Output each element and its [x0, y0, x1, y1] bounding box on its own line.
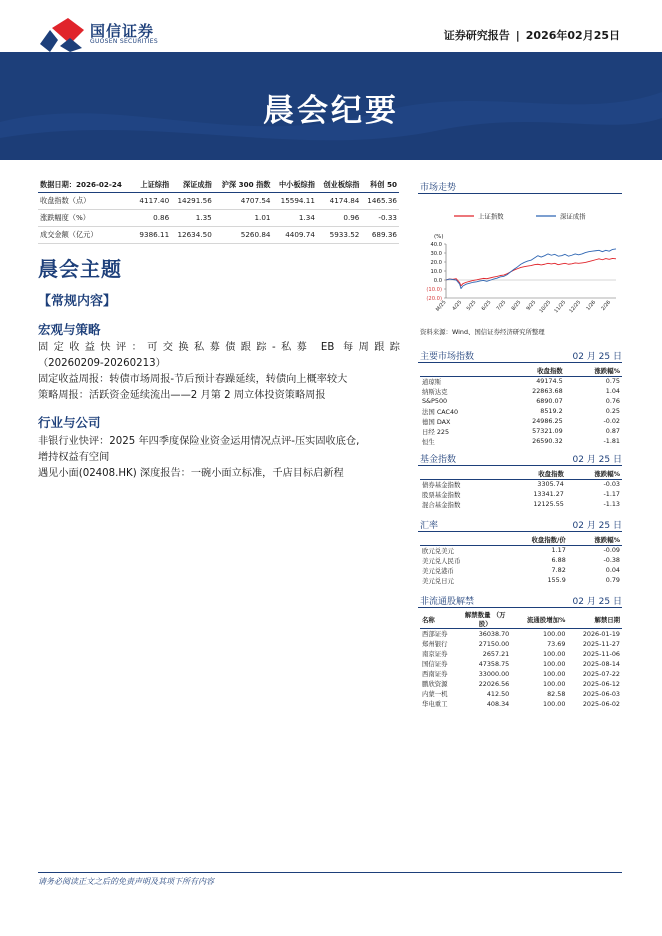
x-tick-label: 2/26	[600, 299, 613, 312]
table-cell: 法国 CAC40	[422, 407, 459, 416]
table-header-cell: 涨跌幅%	[566, 468, 622, 479]
fx-date: 02 月 25 日	[572, 521, 622, 531]
table-cell: 华电重工	[422, 700, 448, 708]
table-row	[420, 639, 622, 649]
brand-name: 国信证券	[90, 22, 155, 40]
series-line	[446, 249, 616, 289]
table-cell: 0.75	[605, 377, 620, 386]
section-title-macro-strategy: 宏观与策略	[38, 322, 101, 337]
page-title: 晨会纪要	[263, 93, 399, 129]
table-cell: 57321.09	[532, 427, 563, 435]
table-cell: 36038.70	[478, 629, 510, 638]
table-cell: 100.00	[543, 669, 566, 678]
table-row	[420, 406, 622, 416]
table-cell: 15594.11	[272, 192, 316, 209]
table-cell: 412.50	[486, 689, 510, 698]
fund-indices-date: 02 月 25 日	[572, 455, 622, 465]
table-cell: 6890.07	[536, 397, 563, 405]
table-cell: -1.17	[603, 490, 620, 498]
table-cell: 73.69	[547, 639, 566, 648]
table-header-cell	[420, 365, 498, 376]
table-header-cell: 流通股增加%	[511, 610, 567, 629]
table-cell: 12125.55	[533, 500, 564, 508]
table-cell: 82.58	[547, 689, 566, 698]
plot-area	[426, 242, 616, 315]
table-cell: 26590.32	[532, 437, 563, 445]
major-indices-date: 02 月 25 日	[572, 352, 622, 362]
table-cell: 2025-06-02	[582, 699, 620, 708]
table-cell: 49174.5	[536, 377, 563, 386]
table-cell: 内蒙一机	[422, 690, 448, 698]
title-banner	[0, 52, 662, 160]
article-link[interactable]: 固定收益周报：转债市场周报-节后预计春躁延续，转债向上概率较大	[38, 374, 348, 385]
table-cell: 债券基金指数	[422, 480, 461, 489]
table-cell: 日经 225	[422, 427, 450, 436]
table-cell: 2025-11-27	[582, 639, 620, 648]
table-row	[420, 489, 622, 499]
table-header-cell: 涨跌幅%	[568, 534, 622, 545]
table-cell: 100.00	[543, 629, 566, 638]
table-cell: -1.81	[603, 437, 620, 445]
article-link[interactable]: 非银行业快评：2025 年四季度保险业资金运用情况点评-压实固收底仓,	[38, 436, 360, 447]
unlock-table	[420, 610, 622, 709]
divider	[418, 607, 622, 608]
table-header-cell	[420, 468, 500, 479]
table-row	[420, 386, 622, 396]
table-header-cell: 数据日期：2026-02-24	[38, 178, 134, 192]
table-cell: 1.04	[605, 387, 620, 395]
article-link[interactable]: 遇见小面(02408.HK) 深度报告：一碗小面立标准，千店目标启新程	[38, 468, 344, 479]
table-cell: 408.34	[486, 699, 510, 708]
table-row	[420, 499, 622, 509]
table-cell: 7.82	[551, 566, 566, 574]
table-cell: 鹏欣资源	[422, 680, 448, 688]
table-row	[420, 649, 622, 659]
table-header-row	[38, 178, 399, 192]
table-row	[420, 426, 622, 436]
fund-indices-table	[420, 468, 622, 509]
table-cell: 22863.68	[532, 387, 563, 395]
subheading-regular-content: 【常规内容】	[38, 294, 117, 309]
major-indices-table	[420, 365, 622, 446]
table-cell: 2025-07-22	[582, 669, 620, 678]
table-cell: 8519.2	[540, 407, 563, 415]
table-row	[420, 565, 622, 575]
article-link[interactable]: 策略周报：活跃资金延续流出——2 月第 2 周立体投资策略周报	[38, 390, 326, 401]
table-header-row	[420, 468, 622, 479]
x-tick-label: 6/25	[480, 299, 493, 312]
table-cell: -0.02	[603, 417, 620, 425]
table-cell: 100.00	[543, 659, 566, 668]
table-cell: 1465.36	[361, 192, 399, 209]
table-cell: 100.00	[543, 679, 566, 688]
table-cell: 2025-08-14	[582, 659, 620, 668]
table-cell: 6.88	[551, 556, 566, 564]
table-cell: 5933.52	[317, 226, 361, 243]
table-cell: 1.35	[171, 209, 214, 226]
x-tick-label: 8/25	[510, 299, 523, 312]
section-heading-morning-topics: 晨会主题	[38, 257, 122, 281]
table-cell: 国信证券	[422, 660, 448, 668]
table-header-row	[420, 365, 622, 376]
table-header-cell: 科创 50	[361, 178, 399, 192]
table-cell: 12634.50	[171, 226, 214, 243]
disclaimer-notice: 请务必阅读正文之后的免责声明及其项下所有内容	[38, 877, 214, 886]
table-row	[420, 659, 622, 669]
table-cell: -0.33	[361, 209, 399, 226]
table-header-cell: 上证综指	[134, 178, 172, 192]
article-link-continuation[interactable]: 增持权益有空间	[38, 452, 110, 463]
table-cell: 收盘指数（点）	[38, 192, 134, 209]
table-cell: 100.00	[543, 649, 566, 658]
table-cell: 股票基金指数	[422, 490, 461, 499]
table-cell: 美元兑日元	[422, 576, 454, 585]
x-tick-label: 5/25	[465, 299, 478, 312]
table-row	[420, 669, 622, 679]
major-indices-title: 主要市场指数	[420, 352, 475, 362]
table-header-row	[420, 610, 622, 629]
table-cell: -0.03	[603, 480, 620, 489]
section-title-industry-company: 行业与公司	[38, 415, 101, 430]
table-row	[420, 629, 622, 639]
table-header-cell: 收盘指数	[498, 365, 565, 376]
footer-divider	[38, 872, 622, 873]
table-cell: 2025-06-12	[582, 679, 620, 688]
y-tick-label: 20.0	[430, 259, 442, 266]
market-trend-title: 市场走势	[420, 183, 457, 193]
report-type: 证券研究报告	[443, 29, 510, 42]
table-cell: 混合基金指数	[422, 500, 461, 509]
table-cell: 5260.84	[214, 226, 273, 243]
divider	[418, 531, 622, 532]
table-cell: 德国 DAX	[422, 417, 451, 426]
divider	[418, 465, 622, 466]
table-row	[38, 209, 399, 226]
table-header-cell: 创业板综指	[317, 178, 361, 192]
report-meta	[444, 27, 620, 43]
y-tick-label: 40.0	[430, 241, 442, 248]
table-cell: 道琼斯	[422, 377, 442, 386]
table-cell: 郑州银行	[422, 640, 448, 648]
market-trend-chart	[418, 200, 622, 324]
brand-name-en: GUOSEN SECURITIES	[90, 38, 159, 45]
report-date: 2026年02月25日	[525, 29, 620, 42]
table-row	[38, 192, 399, 209]
legend-label-szse: 深证成指	[560, 212, 586, 221]
table-row	[420, 689, 622, 699]
article-link[interactable]: 固定收益快评：可交换私募债跟踪-私募 EB 每周跟踪	[38, 342, 400, 353]
x-tick-label: 4/25	[451, 299, 464, 312]
table-cell: 155.9	[547, 576, 566, 584]
y-tick-label: 10.0	[430, 268, 442, 275]
table-cell: 西南证券	[422, 670, 448, 678]
table-header-cell: 名称	[420, 610, 459, 629]
table-cell: 涨跌幅度（%）	[38, 209, 134, 226]
table-cell: 4409.74	[272, 226, 316, 243]
table-cell: 南京证券	[422, 650, 448, 658]
table-cell: 0.04	[605, 566, 620, 574]
table-cell: 0.96	[317, 209, 361, 226]
table-header-row	[420, 534, 622, 545]
table-cell: 2026-01-19	[582, 629, 620, 638]
table-cell: 24986.25	[532, 417, 563, 425]
table-cell: 14291.56	[171, 192, 214, 209]
x-tick-label: 12/25	[568, 299, 583, 315]
report-meta-separator: |	[515, 29, 520, 42]
table-cell: 13341.27	[533, 490, 564, 498]
table-header-cell: 收盘指数	[500, 468, 565, 479]
table-cell: 3305.74	[537, 480, 564, 489]
unlock-date: 02 月 25 日	[572, 597, 622, 607]
table-header-cell: 沪深 300 指数	[214, 178, 273, 192]
table-row	[420, 479, 622, 489]
table-row	[420, 555, 622, 565]
table-header-cell: 收盘指数/价	[498, 534, 568, 545]
fx-title: 汇率	[420, 521, 439, 531]
x-tick-label: M/25	[434, 299, 448, 313]
table-cell: 33000.00	[478, 669, 510, 678]
table-header-cell: 中小板综指	[272, 178, 316, 192]
x-tick-label: 10/25	[538, 299, 553, 315]
table-cell: 9386.11	[134, 226, 172, 243]
y-tick-label: 30.0	[430, 250, 442, 257]
y-tick-label: 0.0	[433, 277, 442, 284]
table-cell: 0.76	[605, 397, 620, 405]
table-row	[420, 436, 622, 446]
table-header-cell	[420, 534, 498, 545]
series-line	[446, 258, 616, 285]
table-cell: -0.38	[603, 556, 620, 564]
x-tick-label: 7/25	[495, 299, 508, 312]
article-link-continuation[interactable]: （20260209-20260213）	[38, 358, 166, 369]
table-cell: 4117.40	[134, 192, 172, 209]
x-tick-label: 9/25	[525, 299, 538, 312]
table-cell: 4174.84	[317, 192, 361, 209]
table-cell: 纳斯达克	[422, 387, 448, 396]
fx-table	[420, 534, 622, 585]
table-cell: S&P500	[422, 397, 448, 405]
table-cell: -1.13	[603, 500, 620, 508]
table-row	[420, 575, 622, 585]
y-tick-label: (10.0)	[426, 286, 442, 293]
table-cell: 0.86	[134, 209, 172, 226]
table-row	[420, 545, 622, 555]
x-tick-label: 1/26	[585, 299, 598, 312]
y-tick-label: (20.0)	[426, 295, 442, 302]
table-row	[420, 376, 622, 386]
table-cell: 2025-06-03	[582, 689, 620, 698]
table-cell: 2657.21	[482, 649, 510, 658]
table-row	[38, 226, 399, 243]
table-header-cell: 深证成指	[171, 178, 214, 192]
table-row	[420, 679, 622, 689]
chart-source-note: 资料来源：Wind、国信证券经济研究所整理	[420, 328, 545, 336]
x-tick-label: 11/25	[553, 299, 568, 315]
legend-label-sse: 上证指数	[478, 212, 504, 221]
table-cell: 1.17	[551, 546, 566, 555]
table-cell: 100.00	[543, 699, 566, 708]
table-cell: 27150.00	[478, 639, 510, 648]
table-cell: 1.01	[214, 209, 273, 226]
table-cell: 欧元兑美元	[422, 546, 454, 555]
table-cell: 0.79	[605, 576, 620, 584]
table-header-cell: 解禁日期	[567, 610, 622, 629]
table-cell: 4707.54	[214, 192, 273, 209]
table-cell: 美元兑港币	[422, 566, 454, 575]
divider	[418, 362, 622, 363]
table-header-cell: 涨跌幅%	[565, 365, 622, 376]
table-header-cell: 解禁数量 （万股）	[459, 610, 511, 629]
table-cell: 22026.56	[478, 679, 510, 688]
table-cell: 2025-11-06	[582, 649, 620, 658]
y-axis-unit: (%)	[434, 234, 444, 240]
table-cell: 1.34	[272, 209, 316, 226]
table-cell: -0.09	[603, 546, 620, 555]
table-cell: 西部证券	[422, 630, 448, 639]
divider	[418, 193, 622, 194]
market-summary-table	[38, 178, 399, 244]
table-cell: 0.25	[605, 407, 620, 415]
table-row	[420, 699, 622, 709]
table-row	[420, 396, 622, 406]
unlock-title: 非流通股解禁	[420, 597, 475, 607]
table-cell: 成交金额（亿元）	[38, 226, 134, 243]
table-cell: 47358.75	[478, 659, 510, 668]
table-cell: 美元兑人民币	[422, 556, 461, 565]
table-row	[420, 416, 622, 426]
table-cell: 恒生	[422, 437, 435, 446]
fund-indices-title: 基金指数	[420, 455, 457, 465]
table-cell: 689.36	[361, 226, 399, 243]
table-cell: 0.87	[605, 427, 620, 435]
